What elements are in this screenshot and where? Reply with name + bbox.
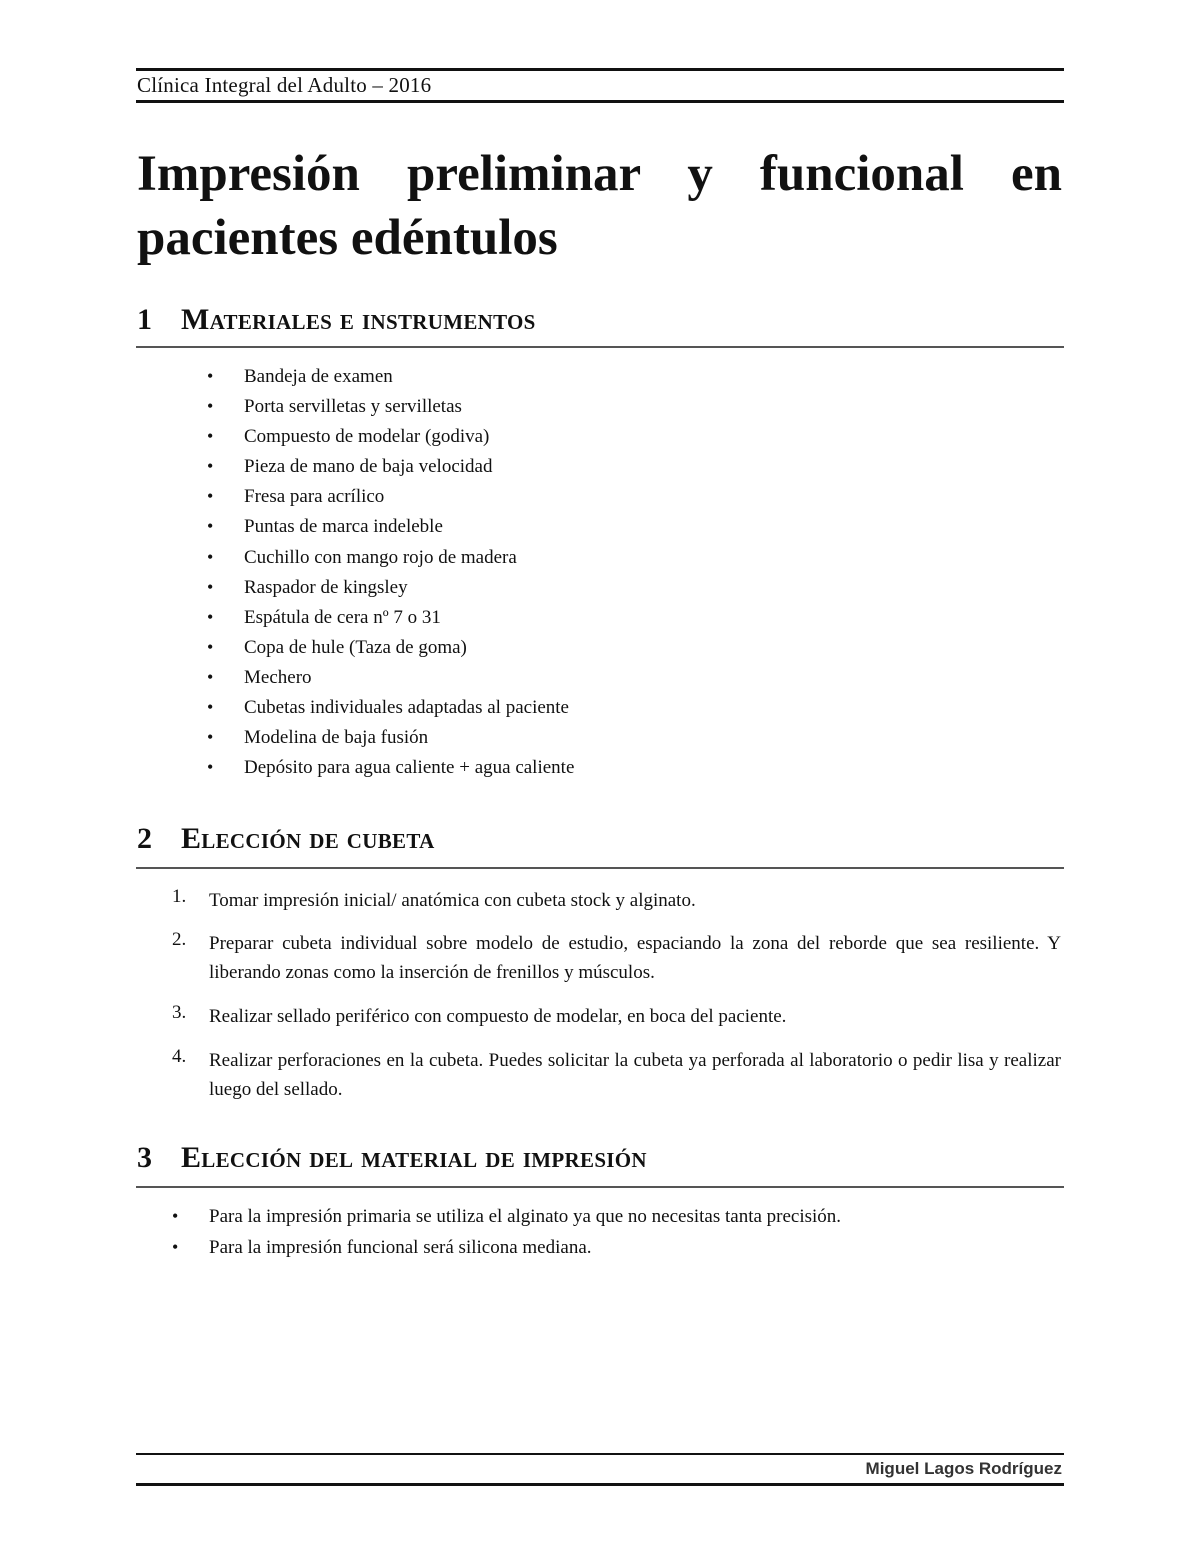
list-item — [0, 1206, 1200, 1237]
footer-bottom-rule — [136, 1483, 1064, 1486]
section-title: Elección del material de impresión — [181, 1141, 647, 1174]
section-rule — [136, 1186, 1064, 1188]
section-number: 1 — [137, 303, 152, 336]
step-number: 2. — [172, 929, 187, 950]
list-item — [0, 727, 1200, 757]
step-text: Realizar sellado periférico con compuesto de modelar, en boca del paciente. — [209, 1006, 787, 1027]
list-item-text: Modelina de baja fusión — [244, 727, 429, 749]
section-heading-eleccion-cubeta — [137, 822, 1064, 862]
list-item-text: Pieza de mano de baja velocidad — [244, 456, 493, 478]
header-top-rule — [136, 68, 1064, 71]
list-item-text: Cuchillo con mango rojo de madera — [244, 546, 517, 568]
section-heading-materiales — [137, 303, 1064, 343]
list-item — [0, 366, 1200, 396]
step-number: 4. — [172, 1046, 187, 1067]
list-item-text: Para la impresión funcional será silicona mediana. — [209, 1236, 592, 1258]
list-item-text: Mechero — [244, 666, 312, 688]
bullet-icon: • — [207, 606, 214, 627]
list-item — [0, 577, 1200, 607]
bullet-icon: • — [207, 757, 214, 778]
list-item — [0, 607, 1200, 637]
list-item-text: Bandeja de examen — [244, 366, 393, 387]
bullet-icon: • — [172, 1236, 179, 1257]
list-item-text: Compuesto de modelar (godiva) — [244, 426, 490, 448]
list-item-text: Porta servilletas y servilletas — [244, 396, 462, 418]
step-text: Tomar impresión inicial/ anatómica con cubeta stock y alginato. — [209, 890, 696, 911]
header-bottom-rule — [136, 100, 1064, 103]
list-item-text: Espátula de cera nº 7 o 31 — [244, 606, 441, 628]
section-number: 2 — [137, 822, 152, 855]
bullet-icon: • — [207, 727, 214, 748]
section-title: Materiales e instrumentos — [181, 303, 536, 336]
footer-top-rule — [136, 1453, 1064, 1455]
section-title: Elección de cubeta — [181, 822, 435, 855]
materials-list — [0, 366, 1200, 787]
list-item — [0, 697, 1200, 727]
bullet-icon: • — [207, 697, 214, 718]
bullet-icon: • — [207, 636, 214, 657]
section-heading-material-impresion — [137, 1141, 1064, 1181]
list-item — [0, 637, 1200, 667]
list-item — [0, 426, 1200, 456]
step-number: 1. — [172, 886, 187, 907]
step-text: Realizar perforaciones en la cubeta. Puedes solicitar la cubeta ya perforada al laboratorio o pedir lisa y realizar luego del sellado. — [209, 1050, 1061, 1100]
bullet-icon: • — [207, 366, 214, 386]
list-item-text: Depósito para agua caliente + agua caliente — [244, 757, 575, 779]
list-item-text: Para la impresión primaria se utiliza el alginato ya que no necesitas tanta precisión. — [209, 1206, 842, 1227]
list-item — [0, 396, 1200, 426]
list-item — [0, 547, 1200, 577]
bullet-icon: • — [207, 546, 214, 567]
bullet-icon: • — [172, 1206, 179, 1226]
section-rule — [136, 346, 1064, 348]
list-item-text: Puntas de marca indeleble — [244, 516, 443, 538]
list-item — [0, 1237, 1200, 1268]
step-number: 3. — [172, 1002, 187, 1023]
bullet-icon: • — [207, 426, 214, 447]
list-item-text: Fresa para acrílico — [244, 486, 385, 508]
bullet-icon: • — [207, 456, 214, 477]
section-rule — [136, 867, 1064, 869]
bullet-icon: • — [207, 396, 214, 417]
list-item — [0, 757, 1200, 787]
running-header: Clínica Integral del Adulto – 2016 — [137, 73, 432, 97]
bullet-icon: • — [207, 576, 214, 597]
list-item-text: Copa de hule (Taza de goma) — [244, 636, 467, 658]
list-item — [0, 667, 1200, 697]
bullet-icon: • — [207, 486, 214, 507]
list-item-text: Cubetas individuales adaptadas al paciente — [244, 697, 569, 719]
material-list — [0, 1206, 1200, 1267]
bullet-icon: • — [207, 666, 214, 687]
step-text: Preparar cubeta individual sobre modelo de estudio, espaciando la zona del reborde que sea resiliente. Y liberando zonas como la inserción de frenillos y músculos. — [209, 933, 1061, 983]
bullet-icon: • — [207, 516, 214, 537]
list-item — [0, 456, 1200, 486]
document-title: Impresión preliminar y funcional en pacientes edéntulos — [137, 146, 1062, 266]
list-item — [0, 516, 1200, 546]
list-item — [0, 486, 1200, 516]
list-item-text: Raspador de kingsley — [244, 576, 408, 598]
footer-author: Miguel Lagos Rodríguez — [865, 1459, 1062, 1478]
section-number: 3 — [137, 1141, 152, 1174]
